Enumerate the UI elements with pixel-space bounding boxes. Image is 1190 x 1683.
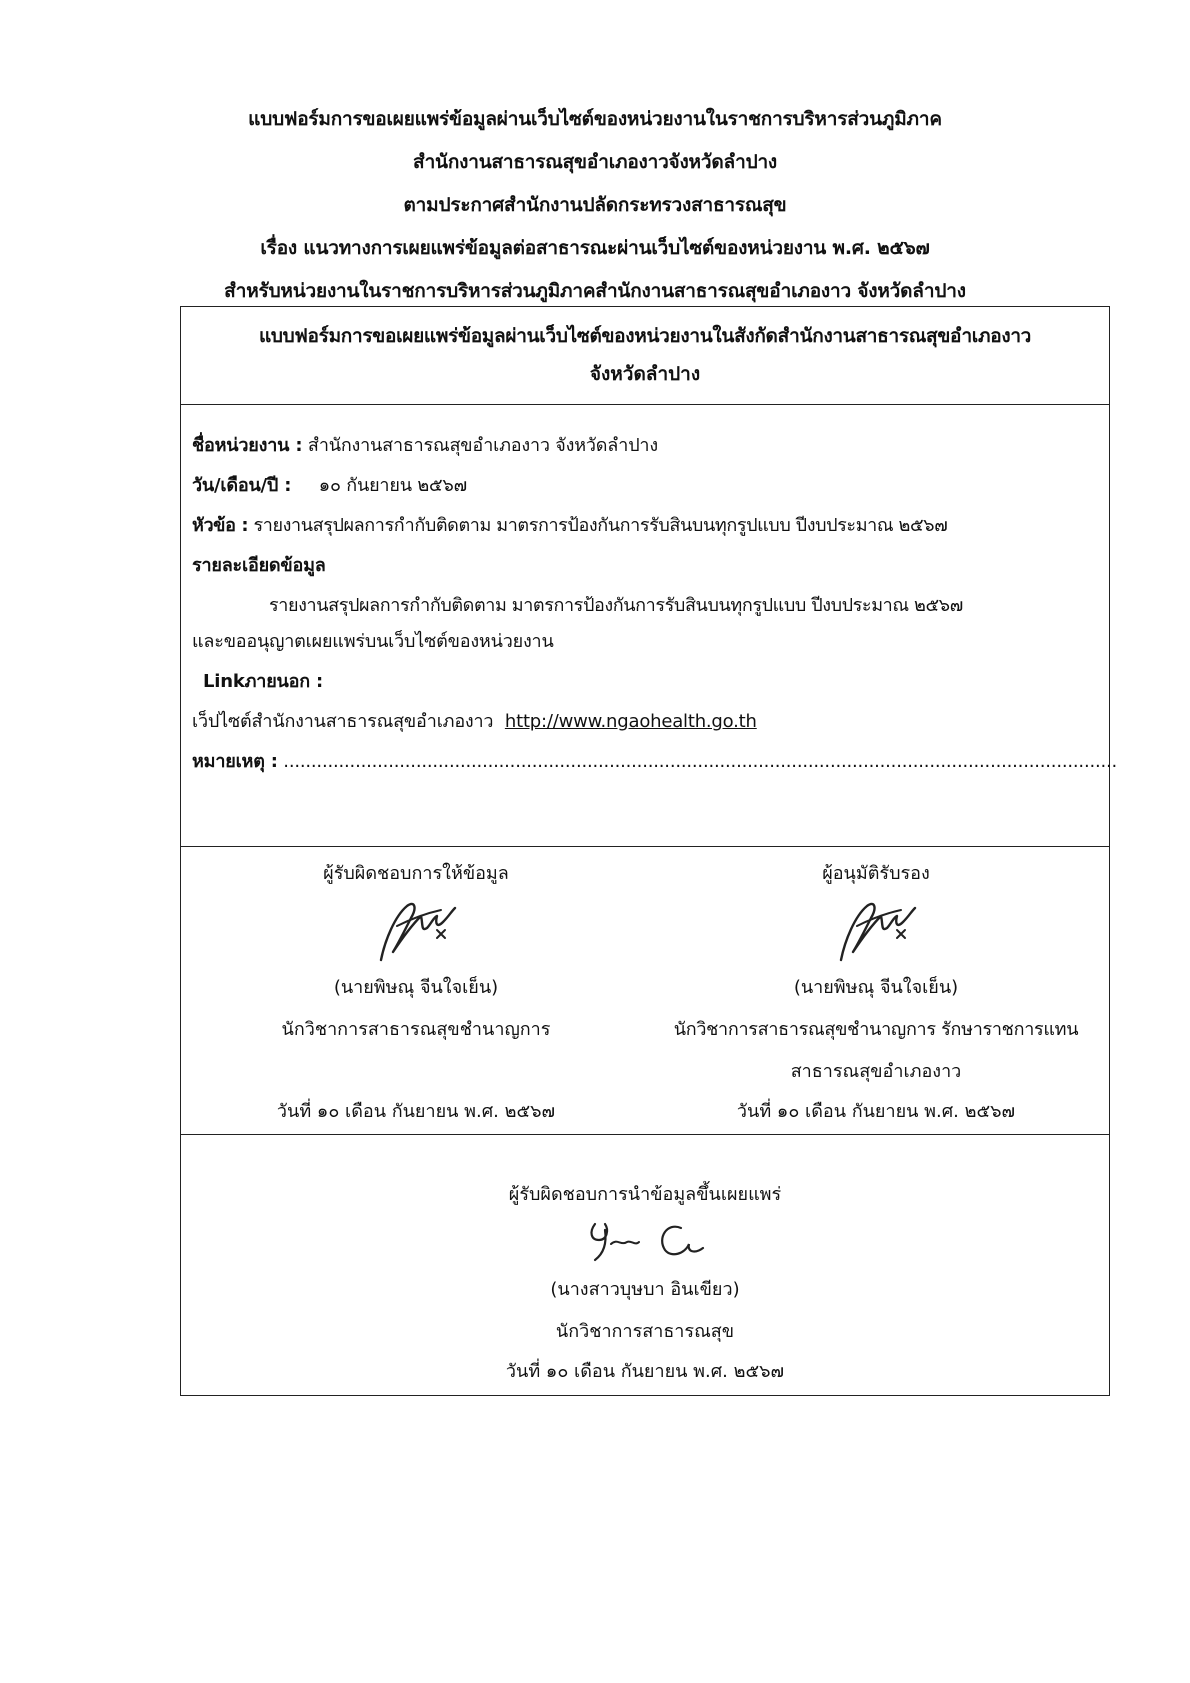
topic-label: หัวข้อ : (192, 515, 249, 536)
publisher-position: นักวิชาการสาธารณสุข (555, 1321, 735, 1342)
header-line-5: สำหรับหน่วยงานในราชการบริหารส่วนภูมิภาคสำนักงานสาธารณสุขอำเภองาว จังหวัดลำปาง (224, 280, 966, 302)
link-label: Linkภายนอก : (203, 671, 324, 692)
header-line-1: แบบฟอร์มการขอเผยแพร่ข้อมูลผ่านเว็บไซต์ของหน่วยงานในราชการบริหารส่วนภูมิภาค (248, 108, 942, 130)
publisher-role: ผู้รับผิดชอบการนำข้อมูลขึ้นเผยแพร่ (508, 1184, 782, 1205)
header-line-2: สำนักงานสาธารณสุขอำเภองาวจังหวัดลำปาง (412, 151, 778, 173)
header-line-3: ตามประกาศสำนักงานปลัดกระทรวงสาธารณสุข (403, 194, 787, 216)
form-info-section (181, 404, 1118, 847)
topic-row (192, 510, 947, 539)
date-row (192, 470, 467, 499)
approver-signature-image (831, 894, 921, 966)
signature-section (181, 846, 1109, 1135)
detail-heading-row (192, 550, 326, 579)
remark-dots: ....................................................................................................................................................... (283, 751, 1118, 772)
form-title-line-2: จังหวัดลำปาง (589, 363, 701, 385)
provider-signature-image (371, 894, 461, 966)
approver-name: (นายพิษณุ จีนใจเย็น) (793, 977, 959, 998)
agency-value: สำนักงานสาธารณสุขอำเภองาว จังหวัดลำปาง (307, 435, 658, 456)
provider-role: ผู้รับผิดชอบการให้ข้อมูล (323, 863, 509, 884)
agency-label: ชื่อหน่วยงาน : (192, 435, 303, 456)
approver-position-line-2: สาธารณสุขอำเภองาว (790, 1061, 962, 1082)
publisher-date: วันที่ ๑๐ เดือน กันยายน พ.ศ. ๒๕๖๗ (505, 1361, 785, 1382)
website-link[interactable]: http://www.ngaohealth.go.th (504, 711, 757, 732)
provider-date: วันที่ ๑๐ เดือน กันยายน พ.ศ. ๒๕๖๗ (276, 1101, 556, 1122)
form-title-section (181, 307, 1109, 405)
detail-line-1: รายงานสรุปผลการกำกับติดตาม มาตรการป้องกันการรับสินบนทุกรูปแบบ ปีงบประมาณ ๒๕๖๗ (269, 595, 963, 616)
document-header (0, 98, 1190, 313)
date-value: ๑๐ กันยายน ๒๕๖๗ (318, 475, 467, 496)
approver-date: วันที่ ๑๐ เดือน กันยายน พ.ศ. ๒๕๖๗ (736, 1101, 1016, 1122)
topic-value: รายงานสรุปผลการกำกับติดตาม มาตรการป้องกันการรับสินบนทุกรูปแบบ ปีงบประมาณ ๒๕๖๗ (253, 515, 948, 536)
link-row (203, 666, 323, 695)
remark-row (192, 746, 1117, 775)
website-row (192, 706, 757, 735)
publisher-section (181, 1134, 1109, 1397)
publication-form (180, 306, 1118, 1396)
publisher-name: (นางสาวบุษบา อินเขียว) (550, 1279, 740, 1300)
remark-label: หมายเหตุ : (192, 751, 278, 772)
date-label: วัน/เดือน/ปี : (192, 475, 292, 496)
approver-position-line-1: นักวิชาการสาธารณสุขชำนาญการ รักษาราชการแทน (673, 1019, 1079, 1040)
approver-role: ผู้อนุมัติรับรอง (822, 863, 930, 884)
header-line-4: เรื่อง แนวทางการเผยแพร่ข้อมูลต่อสาธารณะผ่านเว็บไซต์ของหน่วยงาน พ.ศ. ๒๕๖๗ (260, 237, 930, 259)
detail-line-2: และขออนุญาตเผยแพร่บนเว็บไซต์ของหน่วยงาน (192, 631, 554, 652)
agency-row (192, 430, 658, 459)
publisher-signature-image (581, 1216, 721, 1266)
detail-label: รายละเอียดข้อมูล (192, 555, 326, 576)
provider-position: นักวิชาการสาธารณสุขชำนาญการ (281, 1019, 551, 1040)
form-title-line-1: แบบฟอร์มการขอเผยแพร่ข้อมูลผ่านเว็บไซต์ของหน่วยงานในสังกัดสำนักงานสาธารณสุขอำเภองาว (258, 325, 1032, 347)
provider-name: (นายพิษณุ จีนใจเย็น) (333, 977, 499, 998)
website-text: เว็ปไซต์สำนักงานสาธารณสุขอำเภองาว (192, 711, 494, 732)
